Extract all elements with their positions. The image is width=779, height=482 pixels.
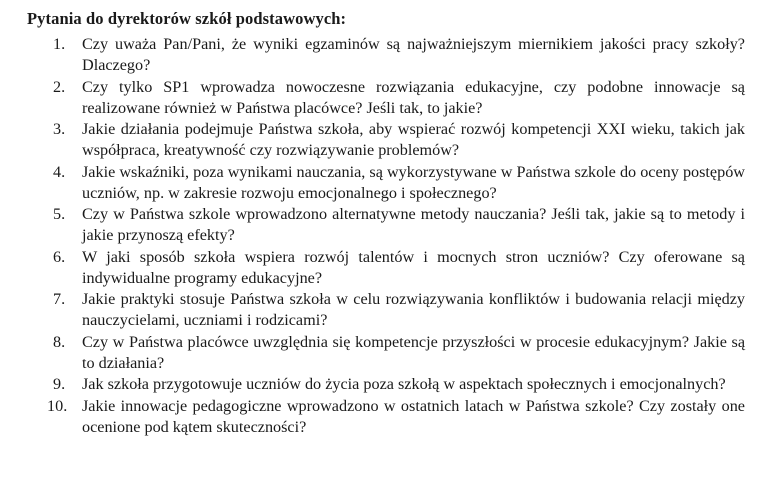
question-item	[27, 374, 745, 395]
question-number: 6.	[53, 247, 66, 266]
question-number: 7.	[53, 290, 66, 308]
question-item	[27, 204, 745, 246]
question-number: 8.	[53, 332, 66, 351]
question-number: 2.	[53, 77, 66, 96]
question-item	[27, 34, 745, 76]
question-item	[27, 119, 745, 161]
questions-list	[27, 34, 745, 438]
question-item	[27, 247, 745, 289]
question-item	[27, 332, 745, 374]
question-text: Czy tylko SP1 wprowadza nowoczesne rozwiązania edukacyjne, czy podobne innowacje są realizowane również w Państwa placówce? Jeśli tak, to jakie?	[82, 77, 745, 117]
question-text: W jaki sposób szkoła wspiera rozwój talentów i mocnych stron uczniów? Czy oferowane są indywidualne programy edukacyjne?	[82, 247, 745, 287]
question-text: Jakie działania podejmuje Państwa szkoła, aby wspierać rozwój kompetencji XXI wieku, takich jak współpraca, kreatywność czy rozwiązywanie problemów?	[82, 120, 745, 159]
question-number: 10.	[47, 396, 68, 415]
question-number: 4.	[53, 162, 66, 181]
question-text: Jakie praktyki stosuje Państwa szkoła w celu rozwiązywania konfliktów i budowania relacji między nauczycielami, uczniami i rodzicami?	[82, 290, 745, 329]
question-item	[27, 162, 745, 204]
question-item	[27, 289, 745, 331]
question-text: Jak szkoła przygotowuje uczniów do życia poza szkołą w aspektach społecznych i emocjonalnych?	[82, 375, 726, 393]
question-text: Czy uważa Pan/Pani, że wyniki egzaminów są najważniejszym miernikiem jakości pracy szkoły? Dlaczego?	[82, 35, 745, 74]
question-text: Czy w Państwa szkole wprowadzono alternatywne metody nauczania? Jeśli tak, jakie są to metody i jakie przynoszą efekty?	[82, 205, 745, 244]
question-number: 3.	[53, 120, 66, 138]
question-text: Jakie innowacje pedagogiczne wprowadzono w ostatnich latach w Państwa szkole? Czy zostały one ocenione pod kątem skuteczności?	[82, 396, 745, 436]
question-text: Jakie wskaźniki, poza wynikami nauczania, są wykorzystywane w Państwa szkole do oceny postępów uczniów, np. w zakresie rozwoju emocjonalnego i społecznego?	[82, 162, 745, 202]
question-item	[27, 396, 745, 438]
document-heading: Pytania do dyrektorów szkół podstawowych:	[27, 9, 347, 28]
question-text: Czy w Państwa placówce uwzględnia się kompetencje przyszłości w procesie edukacyjnym? Jakie są to działania?	[82, 332, 745, 372]
question-number: 1.	[53, 35, 66, 53]
question-item	[27, 77, 745, 119]
question-number: 5.	[53, 205, 66, 223]
question-number: 9.	[53, 375, 66, 393]
